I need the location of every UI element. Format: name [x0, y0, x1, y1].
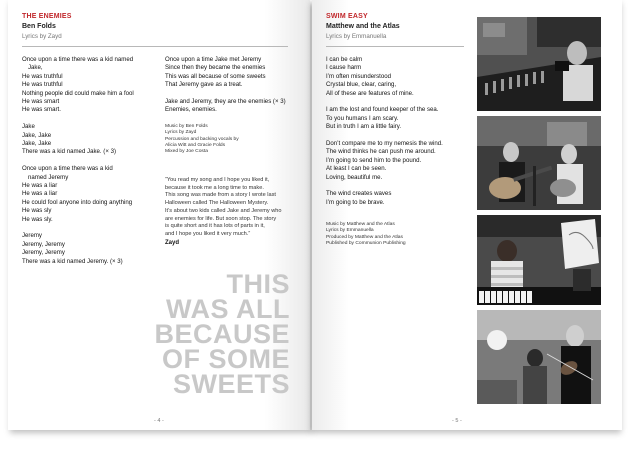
lyric-line: There was a kid named Jake. (× 3) [22, 148, 116, 156]
artist-name: Ben Folds [22, 23, 56, 30]
lyrics-column [326, 56, 476, 207]
credit-line: Music by Ben Folds [165, 124, 208, 129]
credit-line: Alicia Witt and Gracie Folds [165, 142, 226, 148]
lyric-line: Jeremy, Jeremy [22, 240, 65, 248]
quote-line: is quite short and it has lots of parts in it, [165, 223, 265, 230]
left-page [8, 0, 310, 430]
pull-quote-line: OF SOME [161, 344, 290, 374]
lyric-line: He was a liar [22, 190, 58, 198]
credit-line: Percussion and backing vocals by [165, 136, 239, 142]
lyric-line: He was sly. [22, 215, 53, 223]
lyric-line: Jake and Jeremy, they are the enemies (× 3) [165, 98, 286, 106]
violin-session-photo [477, 310, 601, 404]
lyric-line: Once upon a time Jake met Jeremy [165, 56, 262, 63]
page-number: - 4 - [154, 418, 164, 424]
lyrics-column-2 [165, 56, 305, 115]
magazine-spread [8, 0, 622, 430]
lyric-line: I can be calm [326, 56, 363, 63]
lyrics-column-1 [22, 56, 162, 266]
studio-mixing-photo [477, 17, 601, 111]
lyric-line: Nothing people did could make him a fool [22, 89, 134, 97]
lyrics-credit: Lyrics by Emmanuella [326, 33, 387, 40]
quote-line: are enemies for life. But soon stop. The story [165, 215, 277, 222]
lyric-line: Once upon a time there was a kid named [22, 56, 134, 63]
section-title: SWIM EASY [326, 13, 368, 20]
pull-quote-line: WAS ALL [166, 294, 290, 324]
pull-quote-line: SWEETS [172, 369, 290, 399]
lyric-line: There was a kid named Jeremy. (× 3) [22, 257, 123, 265]
credit-line: Produced by Matthew and the Atlas [326, 234, 403, 240]
lyric-line: That Jeremy gave as a treat. [165, 81, 243, 89]
lyric-line: He was truthful [22, 72, 63, 80]
section-title: THE ENEMIES [22, 13, 72, 20]
lyric-line: I cause harm [326, 64, 362, 72]
lyric-line: He could fool anyone into doing anything [22, 198, 133, 206]
lyric-line: Jake, Jake [22, 140, 52, 148]
lyric-line: named Jeremy [28, 173, 69, 181]
lyric-line [22, 115, 162, 123]
lyric-line [22, 224, 162, 232]
lyric-line: He was smart [22, 98, 60, 106]
lyric-line: This was all because of some sweets [165, 72, 266, 80]
credit-line: Published by Communion Publishing [326, 240, 406, 246]
lyric-line: He was smart. [22, 106, 61, 114]
guitar-players-icon [477, 116, 601, 210]
lyric-line: Loving, beautiful me. [326, 173, 383, 181]
lyric-line: He was a liar [22, 182, 58, 190]
lyric-line [326, 182, 476, 190]
lyric-line: He was truthful [22, 81, 63, 89]
page-number: - 5 - [452, 418, 462, 424]
music-credits [165, 124, 239, 155]
quote-line: and I hope you liked it very much.” [165, 230, 251, 237]
lyric-line: To you humans I am scary. [326, 114, 399, 122]
header-divider [22, 46, 288, 47]
lyric-line: I’m going to send him to the pound. [326, 156, 422, 164]
lyric-line [22, 157, 162, 165]
quote-line: “You read my song and I hope you liked it, [165, 177, 270, 183]
lyric-line: I’m going to be brave. [326, 198, 385, 206]
lyric-line: Jeremy, Jeremy [22, 249, 65, 257]
right-page [312, 0, 622, 430]
author-quote [165, 177, 282, 239]
band-performance-photo [477, 116, 601, 210]
lyric-line: I’m often misunderstood [326, 72, 392, 80]
credit-line: Music by Matthew and the Atlas [326, 222, 395, 227]
pull-quote-line: BECAUSE [154, 319, 290, 349]
lyrics-credit: Lyrics by Zayd [22, 33, 62, 40]
credit-line: Mixed by Joe Costa [165, 149, 208, 155]
pull-quote [154, 269, 290, 399]
lyric-line: Jake [22, 123, 35, 131]
lyric-line: Once upon a time there was a kid [22, 165, 113, 173]
lyric-line: At least I can be seen. [326, 165, 387, 173]
lyric-line: Jake, [28, 64, 43, 72]
quote-line: because it took me a long time to make. [165, 184, 264, 191]
lyric-line [326, 132, 476, 140]
keyboard-player-icon [477, 215, 601, 305]
lyric-line: Since then they became the enemies [165, 64, 266, 72]
violin-players-icon [477, 310, 601, 404]
credit-line: Lyrics by Zayd [165, 130, 197, 136]
quote-line: Halloween called The Halloween Mystery. [165, 200, 269, 207]
lyric-line: Jeremy [22, 232, 42, 240]
artist-name: Matthew and the Atlas [326, 23, 400, 30]
lyric-line: Jake, Jake [22, 131, 52, 139]
mixing-desk-icon [477, 17, 601, 111]
lyric-line: I am the lost and found keeper of the sea. [326, 106, 439, 114]
lyric-line: But in truth I am a little fairy. [326, 123, 402, 131]
lyric-line: Crystal blue, clear, caring, [326, 81, 397, 89]
lyric-line [326, 98, 476, 106]
lyric-line: All of these are features of mine. [326, 89, 414, 97]
lyric-line: The wind thinks he can push me around. [326, 148, 436, 156]
credit-line: Lyrics by Emmanuella [326, 228, 374, 234]
lyric-line: Don’t compare me to my nemesis the wind. [326, 140, 443, 148]
lyric-line: The wind creates waves [326, 190, 392, 198]
quote-line: It’s about two kids called Jake and Jeremy who [165, 207, 282, 214]
lyric-line: He was sly [22, 207, 52, 215]
lyric-line: Enemies, enemies. [165, 106, 217, 114]
lyric-line [165, 90, 305, 98]
quote-signature: Zayd [165, 240, 180, 246]
pull-quote-line: THIS [226, 269, 290, 299]
quote-line: This song was made from a story I wrote last [165, 192, 276, 199]
header-divider [326, 46, 464, 47]
music-credits [326, 222, 406, 247]
piano-session-photo [477, 215, 601, 305]
